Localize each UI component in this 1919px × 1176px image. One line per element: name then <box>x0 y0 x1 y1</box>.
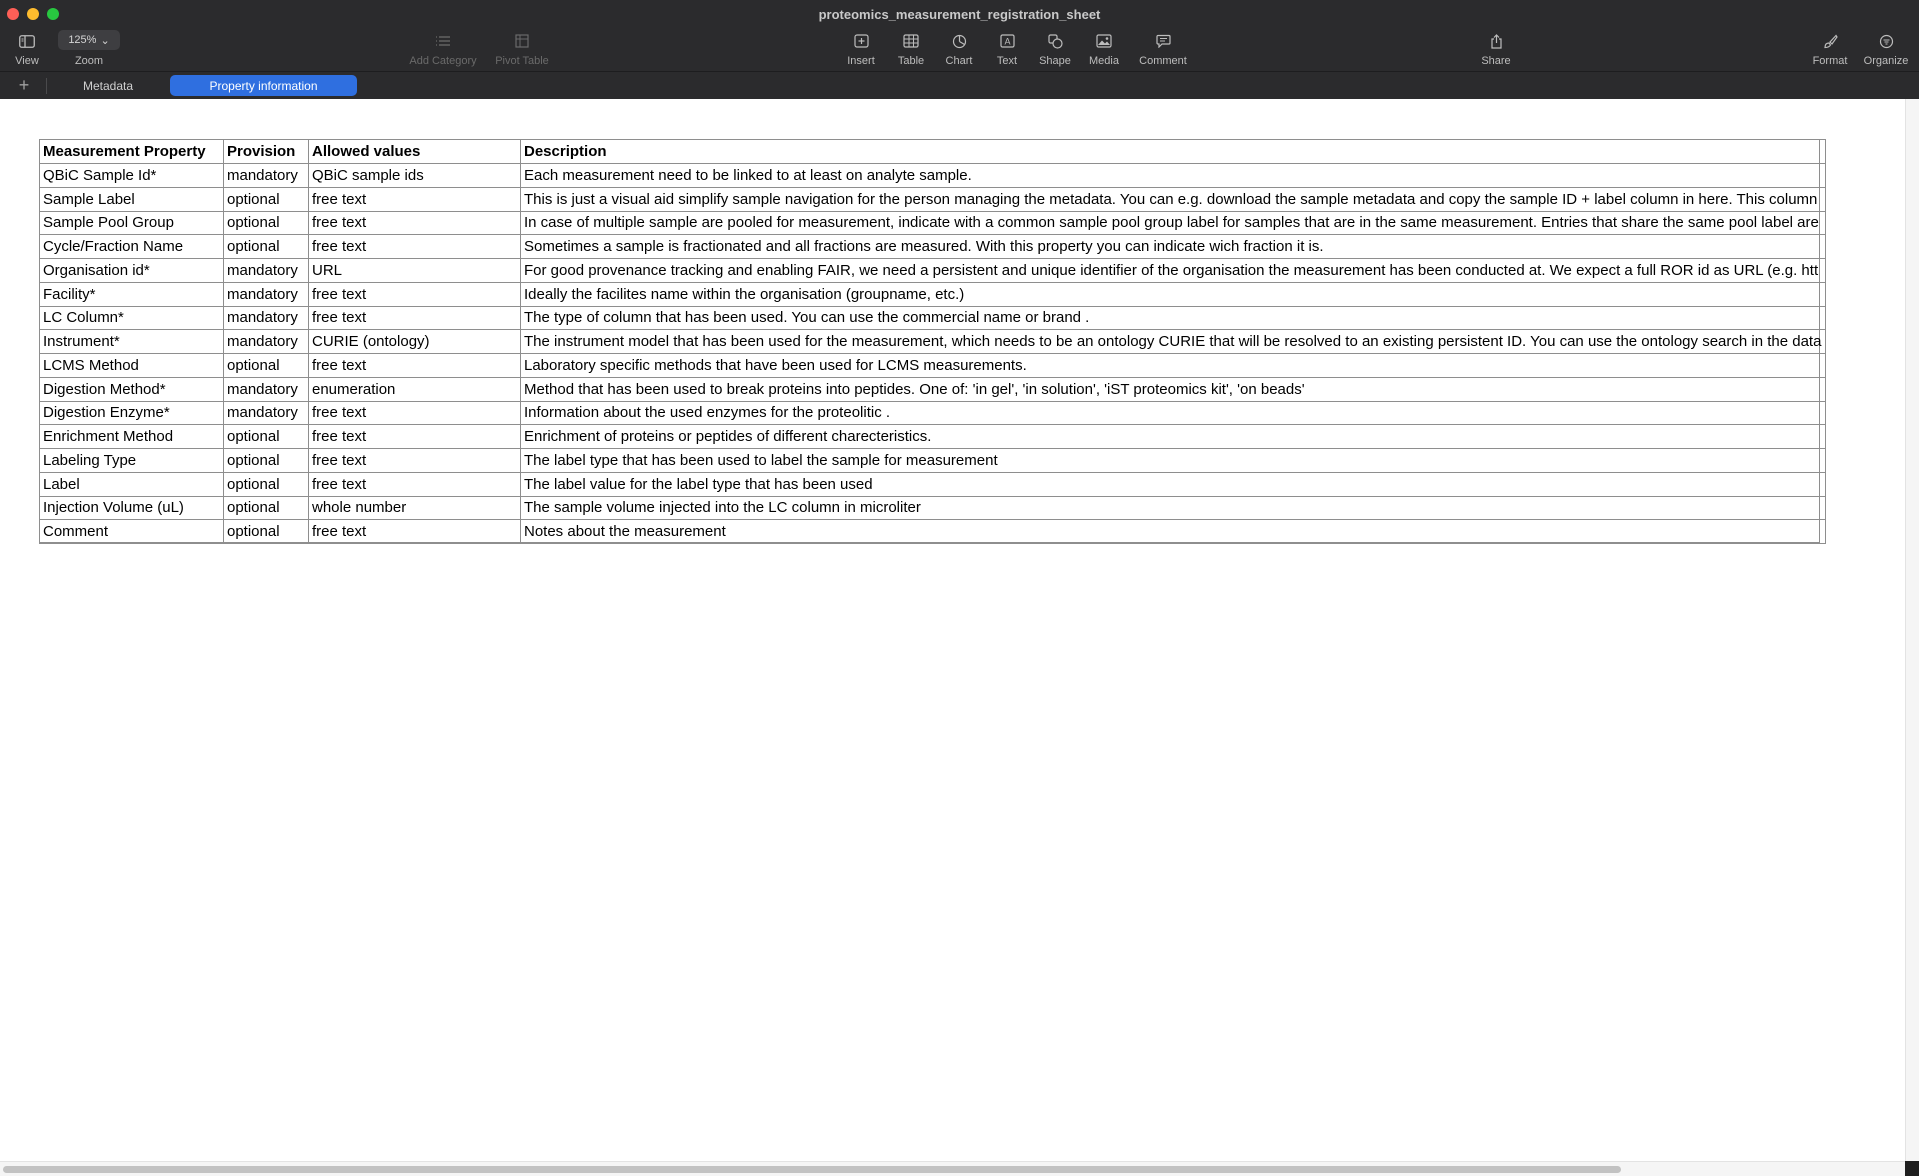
table-cell[interactable]: free text <box>309 520 521 544</box>
property-table[interactable] <box>39 139 1826 544</box>
table-cell[interactable]: mandatory <box>224 259 309 283</box>
scroll-corner <box>1905 1161 1919 1176</box>
table-header-row <box>40 140 1826 164</box>
organize-button[interactable] <box>1851 30 1919 67</box>
add-category-label: Add Category <box>409 55 477 67</box>
table-cell[interactable]: Labeling Type <box>40 449 224 473</box>
document-title: proteomics_measurement_registration_sheet <box>818 7 1101 22</box>
comment-icon <box>1156 30 1171 52</box>
table-row <box>40 211 1826 235</box>
table-cell[interactable]: Notes about the measurement <box>521 520 1826 544</box>
table-cell[interactable]: Injection Volume (uL) <box>40 496 224 520</box>
table-cell[interactable]: LCMS Method <box>40 354 224 378</box>
sheet-tab-bar <box>0 71 1919 99</box>
organize-icon <box>1879 30 1894 52</box>
table-cell[interactable]: Each measurement need to be linked to at least on analyte sample. <box>521 164 1826 188</box>
view-label: View <box>15 55 39 67</box>
sheet-canvas <box>0 99 1919 1161</box>
table-cell[interactable]: free text <box>309 401 521 425</box>
table-cell[interactable]: Sometimes a sample is fractionated and all fractions are measured. With this property you can indicate wich fraction it is. <box>521 235 1826 259</box>
share-label: Share <box>1481 55 1511 67</box>
table-cell[interactable]: free text <box>309 235 521 259</box>
table-cell[interactable]: optional <box>224 472 309 496</box>
table-cell[interactable]: The label type that has been used to label the sample for measurement <box>521 449 1826 473</box>
table-cell[interactable]: optional <box>224 520 309 544</box>
table-cell[interactable]: free text <box>309 354 521 378</box>
table-cell[interactable]: Enrichment of proteins or peptides of different charecteristics. <box>521 425 1826 449</box>
comment-button[interactable] <box>1128 30 1198 67</box>
table-cell[interactable]: CURIE (ontology) <box>309 330 521 354</box>
zoom-value: 125% <box>68 34 97 46</box>
table-cell[interactable]: Cycle/Fraction Name <box>40 235 224 259</box>
media-label: Media <box>1089 55 1119 67</box>
table-cell[interactable]: Facility* <box>40 282 224 306</box>
comment-label: Comment <box>1139 55 1187 67</box>
table-cell[interactable]: free text <box>309 282 521 306</box>
pivot-table-label: Pivot Table <box>495 55 549 67</box>
horizontal-scrollbar[interactable] <box>0 1161 1905 1176</box>
table-cell[interactable]: optional <box>224 425 309 449</box>
paintbrush-icon <box>1823 30 1838 52</box>
table-cell[interactable]: mandatory <box>224 164 309 188</box>
table-cell[interactable]: optional <box>224 187 309 211</box>
chart-icon <box>952 30 967 52</box>
share-button[interactable] <box>1461 30 1531 67</box>
table-row <box>40 354 1826 378</box>
add-sheet-button[interactable]: + <box>18 75 30 95</box>
tab-divider <box>46 78 47 94</box>
insert-icon <box>854 30 869 52</box>
vertical-scrollbar[interactable] <box>1905 99 1919 1161</box>
table-cell[interactable]: Ideally the facilites name within the organisation (groupname, etc.) <box>521 282 1826 306</box>
table-row <box>40 520 1826 544</box>
table-row <box>40 282 1826 306</box>
header-cell[interactable]: Provision <box>224 140 309 164</box>
table-cell[interactable]: Information about the used enzymes for the proteolitic . <box>521 401 1826 425</box>
media-icon <box>1096 30 1112 52</box>
table-cell[interactable]: optional <box>224 496 309 520</box>
table-cell[interactable] <box>521 211 1826 235</box>
table-cell[interactable]: optional <box>224 354 309 378</box>
pivot-table-button[interactable] <box>487 30 557 67</box>
table-label: Table <box>897 55 925 67</box>
table-cell[interactable] <box>521 187 1826 211</box>
table-icon <box>903 30 919 52</box>
table-cell[interactable]: mandatory <box>224 330 309 354</box>
shape-label: Shape <box>1039 55 1071 67</box>
table-cell[interactable]: free text <box>309 306 521 330</box>
sidebar-icon <box>19 30 35 52</box>
table-cell[interactable]: free text <box>309 211 521 235</box>
table-cell[interactable]: mandatory <box>224 377 309 401</box>
table-cell[interactable]: free text <box>309 187 521 211</box>
table-row <box>40 330 1826 354</box>
pivot-table-icon <box>515 30 529 52</box>
list-icon <box>435 30 451 52</box>
table-cell[interactable]: Sample Pool Group <box>40 211 224 235</box>
table-cell[interactable]: mandatory <box>224 401 309 425</box>
text-label: Text <box>996 55 1018 67</box>
table-cell[interactable]: whole number <box>309 496 521 520</box>
table-cell[interactable]: Label <box>40 472 224 496</box>
table-cell[interactable] <box>521 330 1826 354</box>
table-cell[interactable]: mandatory <box>224 282 309 306</box>
zoom-label: Zoom <box>74 55 104 67</box>
table-cell[interactable]: enumeration <box>309 377 521 401</box>
table-cell[interactable]: Comment <box>40 520 224 544</box>
table-cell[interactable]: LC Column* <box>40 306 224 330</box>
table-cell[interactable]: URL <box>309 259 521 283</box>
table-cell-text: The instrument model that has been used for the measurement, which needs to be an ontology CURIE that will be resolved to an existing persistent ID. You can use the ontology search in the data <box>524 333 1822 351</box>
add-category-button[interactable] <box>408 30 478 67</box>
table-cell[interactable]: QBiC sample ids <box>309 164 521 188</box>
table-cell[interactable]: The sample volume injected into the LC column in microliter <box>521 496 1826 520</box>
table-cell-text: For good provenance tracking and enabling FAIR, we need a persistent and unique identifier of the organisation the measurement has been conducted at. We expect a full ROR id as URL (e.g. htt <box>524 261 1819 279</box>
tab-metadata[interactable]: Metadata <box>82 78 134 93</box>
table-row <box>40 377 1826 401</box>
table-cell-text: In case of multiple sample are pooled for measurement, indicate with a common sample pool group label for samples that are in the same measurement. Entries that share the same pool label are <box>524 214 1819 232</box>
table-cell[interactable]: QBiC Sample Id* <box>40 164 224 188</box>
header-cell[interactable]: Description <box>521 140 1826 164</box>
table-cell[interactable]: Digestion Enzyme* <box>40 401 224 425</box>
table-cell[interactable]: Method that has been used to break proteins into peptides. One of: 'in gel', 'in solution', 'iST proteomics kit', 'on beads' <box>521 377 1826 401</box>
table-cell[interactable]: Laboratory specific methods that have been used for LCMS measurements. <box>521 354 1826 378</box>
svg-text:A: A <box>1003 36 1011 47</box>
table-cell-text: This is just a visual aid simplify sample navigation for the person managing the metadata. You can e.g. download the sample metadata and copy the sample ID + label column in here. This column <box>524 190 1818 208</box>
table-row <box>40 401 1826 425</box>
format-label: Format <box>1812 55 1848 67</box>
chart-label: Chart <box>945 55 973 67</box>
zoom-select[interactable] <box>58 30 120 50</box>
table-cell[interactable]: The label value for the label type that has been used <box>521 472 1826 496</box>
view-button[interactable] <box>12 30 42 67</box>
text-icon <box>1000 30 1015 52</box>
table-row <box>40 187 1826 211</box>
table-cell[interactable]: Sample Label <box>40 187 224 211</box>
table-row <box>40 306 1826 330</box>
table-cell[interactable]: free text <box>309 449 521 473</box>
organize-label: Organize <box>1863 55 1909 67</box>
table-cell[interactable]: optional <box>224 235 309 259</box>
table-cell[interactable]: The type of column that has been used. You can use the commercial name or brand . <box>521 306 1826 330</box>
table-cell[interactable]: Digestion Method* <box>40 377 224 401</box>
shape-icon <box>1048 30 1063 52</box>
header-cell[interactable]: Measurement Property <box>40 140 224 164</box>
table-cell[interactable]: mandatory <box>224 306 309 330</box>
table-row <box>40 425 1826 449</box>
table-cell[interactable]: optional <box>224 211 309 235</box>
table-cell[interactable]: Organisation id* <box>40 259 224 283</box>
table-row <box>40 259 1826 283</box>
table-row <box>40 472 1826 496</box>
table-cell[interactable]: optional <box>224 449 309 473</box>
table-cell[interactable]: free text <box>309 425 521 449</box>
table-cell[interactable]: free text <box>309 472 521 496</box>
table-cell[interactable]: Enrichment Method <box>40 425 224 449</box>
tab-property-information[interactable]: Property information <box>170 75 357 96</box>
table-cell[interactable] <box>521 259 1826 283</box>
chevron-down-icon: ⌄ <box>100 34 110 47</box>
table-row <box>40 164 1826 188</box>
title-bar <box>0 0 1919 71</box>
header-cell[interactable]: Allowed values <box>309 140 521 164</box>
horizontal-scroll-thumb[interactable] <box>3 1166 1621 1173</box>
table-row <box>40 449 1826 473</box>
table-cell[interactable]: Instrument* <box>40 330 224 354</box>
insert-label: Insert <box>847 55 875 67</box>
table-row <box>40 235 1826 259</box>
share-icon <box>1490 30 1503 52</box>
table-row <box>40 496 1826 520</box>
